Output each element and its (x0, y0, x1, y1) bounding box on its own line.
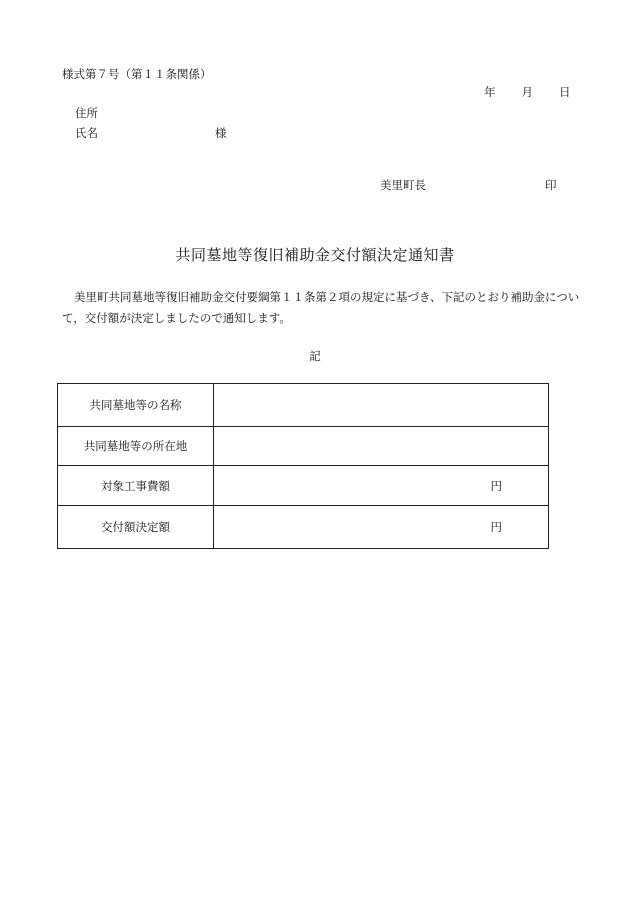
table-value-cell (214, 384, 549, 427)
form-number: 様式第７号（第１１条関係） (62, 67, 212, 81)
table-row (58, 384, 549, 427)
document-body: 美里町共同墓地等復旧補助金交付要綱第１１条第２項の規定に基づき、下記のとおり補助金について，交付額が決定しましたので通知します。 (62, 290, 580, 325)
table-value-cell (214, 506, 549, 549)
document-title: 共同墓地等復旧補助金交付額決定通知書 (175, 246, 455, 264)
date-month-label: 月 (521, 85, 533, 99)
table-label-cell: 交付額決定額 (58, 506, 214, 549)
seal-label: 印 (545, 178, 557, 192)
date-line (484, 84, 571, 100)
mayor-label: 美里町長 (380, 178, 426, 192)
ki-heading: 記 (309, 349, 321, 363)
unit-label: 円 (490, 520, 502, 534)
table-row (58, 427, 549, 466)
date-year-label: 年 (484, 85, 496, 99)
address-label: 住所 (75, 106, 98, 120)
table-row (58, 506, 549, 549)
table-label-cell: 共同墓地等の名称 (58, 384, 214, 427)
unit-label: 円 (490, 478, 502, 493)
table-value-cell (214, 466, 549, 506)
table-label-cell: 対象工事費額 (58, 466, 214, 506)
name-label: 氏名 (75, 126, 98, 140)
honorific-label: 様 (215, 126, 227, 140)
table-value-cell (214, 427, 549, 466)
table-label-cell: 共同墓地等の所在地 (58, 427, 214, 466)
info-table (57, 383, 549, 549)
table-row (58, 466, 549, 506)
name-row (75, 125, 227, 141)
date-day-label: 日 (559, 85, 571, 99)
